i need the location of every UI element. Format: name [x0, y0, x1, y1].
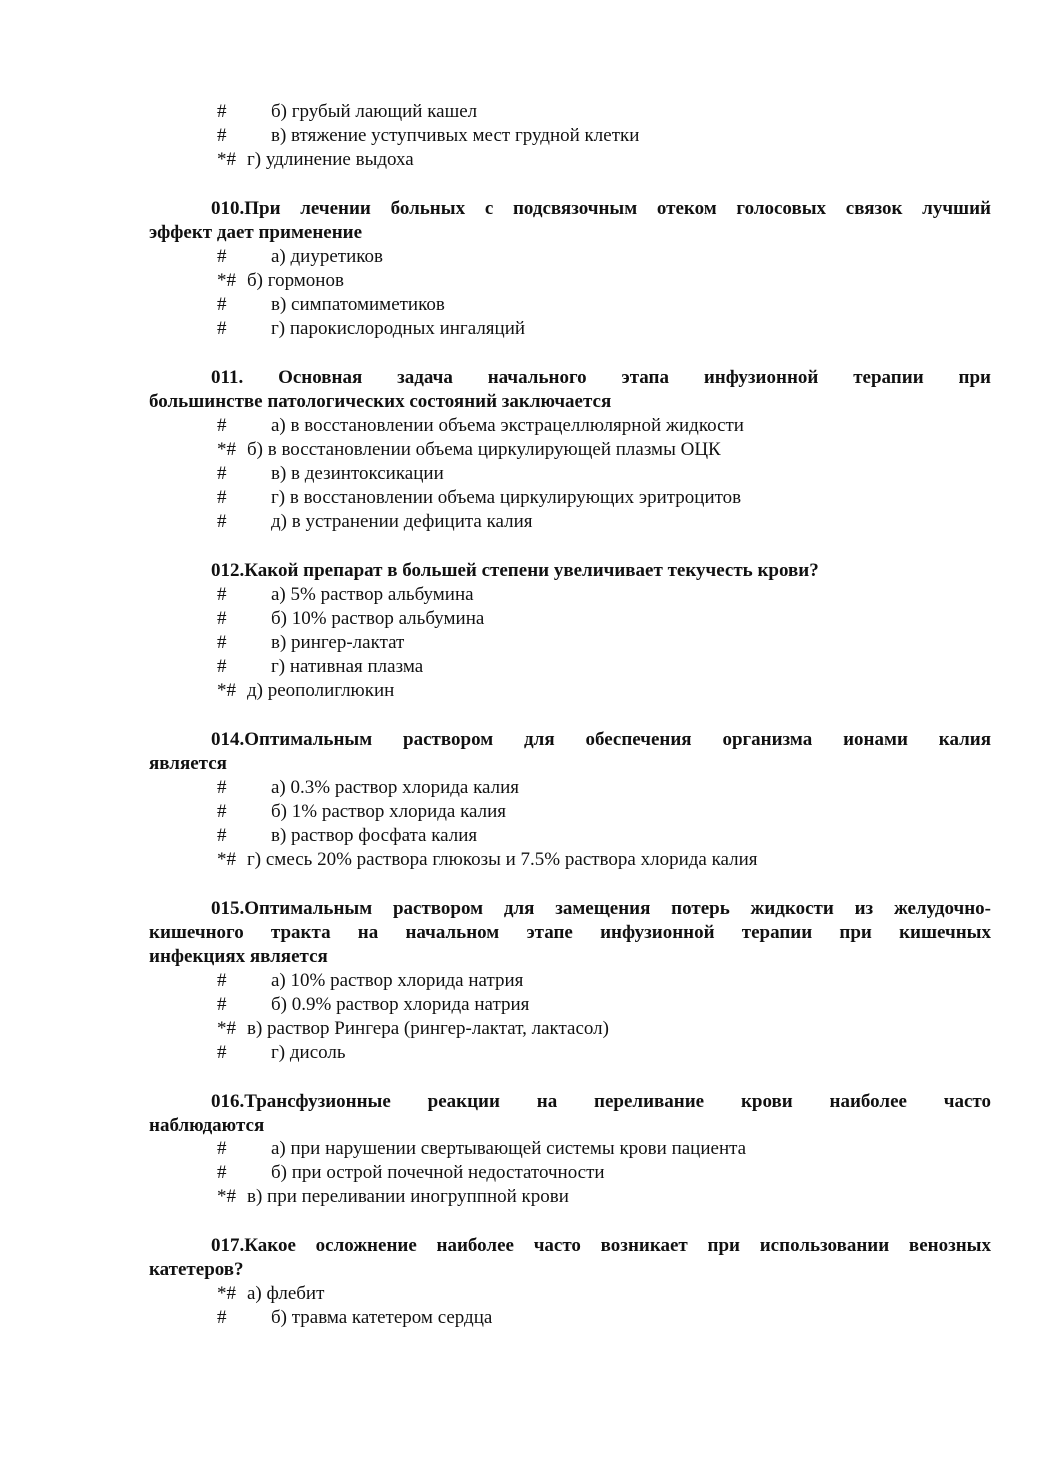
- question-line: 014.Оптимальным раствором для обеспечения организма ионами калия: [211, 729, 991, 750]
- question-line: наблюдаются: [149, 1115, 265, 1136]
- answer-text: а) диуретиков: [271, 246, 383, 267]
- answer-marker: *#: [217, 270, 236, 291]
- answer-text: б) гормонов: [247, 270, 344, 291]
- question-line: 011. Основная задача начального этапа инфузионной терапии при: [211, 367, 991, 388]
- answer-marker: #: [217, 825, 227, 846]
- answer-text: б) грубый лающий кашел: [271, 101, 478, 122]
- answer-text: б) в восстановлении объема циркулирующей плазмы ОЦК: [247, 439, 721, 460]
- answer-text: а) в восстановлении объема экстрацеллюлярной жидкости: [271, 415, 744, 436]
- answer-text: г) смесь 20% раствора глюкозы и 7.5% раствора хлорида калия: [247, 849, 758, 870]
- question-heading: [149, 366, 991, 414]
- answer-text: а) 0.3% раствор хлорида калия: [271, 777, 520, 798]
- question-line: большинстве патологических состояний заключается: [149, 391, 612, 412]
- answer-marker: #: [217, 246, 227, 267]
- answer-marker: #: [217, 777, 227, 798]
- answer-marker: *#: [217, 1018, 236, 1039]
- answer-marker: #: [217, 511, 227, 532]
- answer-marker: #: [217, 318, 227, 339]
- answer-marker: *#: [217, 149, 236, 170]
- question-line: является: [149, 753, 227, 774]
- answer-marker: #: [217, 656, 227, 677]
- answer-text: в) рингер-лактат: [271, 632, 405, 653]
- answer-marker: *#: [217, 439, 236, 460]
- answer-text: д) в устранении дефицита калия: [271, 511, 533, 532]
- answer-text: б) травма катетером сердца: [271, 1307, 493, 1328]
- answer-marker: #: [217, 415, 227, 436]
- answer-text: г) нативная плазма: [271, 656, 424, 677]
- answer-marker: #: [217, 608, 227, 629]
- question-line: 017.Какое осложнение наиболее часто возникает при использовании венозных: [211, 1235, 991, 1256]
- answer-marker: #: [217, 487, 227, 508]
- answer-marker: *#: [217, 1186, 236, 1207]
- answer-marker: #: [217, 463, 227, 484]
- question-line: эффект дает применение: [149, 222, 363, 243]
- answer-text: б) 0.9% раствор хлорида натрия: [271, 994, 530, 1015]
- answer-text: в) раствор фосфата калия: [271, 825, 478, 846]
- answer-marker: *#: [217, 849, 236, 870]
- answer-text: г) в восстановлении объема циркулирующих эритроцитов: [271, 487, 742, 508]
- answer-text: б) 10% раствор альбумина: [271, 608, 485, 629]
- question-line: катетеров?: [149, 1259, 244, 1280]
- answer-text: в) в дезинтоксикации: [271, 463, 444, 484]
- answer-text: г) парокислородных ингаляций: [271, 318, 526, 339]
- question-line: инфекциях является: [149, 946, 328, 967]
- question-heading: [149, 197, 991, 245]
- answer-marker: #: [217, 632, 227, 653]
- answer-marker: #: [217, 994, 227, 1015]
- answer-text: а) при нарушении свертывающей системы крови пациента: [271, 1138, 747, 1159]
- answer-marker: #: [217, 294, 227, 315]
- answer-marker: #: [217, 1138, 227, 1159]
- answer-marker: *#: [217, 1283, 236, 1304]
- answer-text: в) раствор Рингера (рингер-лактат, лактасол): [247, 1018, 609, 1039]
- answer-text: д) реополиглюкин: [247, 680, 395, 701]
- answer-text: а) флебит: [247, 1283, 325, 1304]
- answer-marker: #: [217, 125, 227, 146]
- answer-text: а) 10% раствор хлорида натрия: [271, 970, 524, 991]
- answer-text: г) дисоль: [271, 1042, 346, 1063]
- answer-marker: #: [217, 101, 227, 122]
- answer-text: в) симпатомиметиков: [271, 294, 445, 315]
- question-line: 012.Какой препарат в большей степени увеличивает текучесть крови?: [211, 560, 819, 581]
- question-heading: [149, 1090, 991, 1138]
- question-heading: [149, 897, 991, 969]
- answer-marker: #: [217, 970, 227, 991]
- answer-marker: #: [217, 584, 227, 605]
- question-heading: [149, 728, 991, 776]
- answer-text: б) 1% раствор хлорида калия: [271, 801, 507, 822]
- answer-marker: #: [217, 1042, 227, 1063]
- answer-text: в) втяжение уступчивых мест грудной клетки: [271, 125, 640, 146]
- question-line: 010.При лечении больных с подсвязочным отеком голосовых связок лучший: [211, 198, 991, 219]
- question-line: 016.Трансфузионные реакции на переливание крови наиболее часто: [211, 1091, 991, 1112]
- answer-text: г) удлинение выдоха: [247, 149, 414, 170]
- question-heading: [149, 559, 991, 583]
- answer-text: а) 5% раствор альбумина: [271, 584, 474, 605]
- answer-marker: #: [217, 801, 227, 822]
- answer-marker: *#: [217, 680, 236, 701]
- answer-text: б) при острой почечной недостаточности: [271, 1162, 605, 1183]
- answer-text: в) при переливании иногруппной крови: [247, 1186, 569, 1207]
- question-line: кишечного тракта на начальном этапе инфузионной терапии при кишечных: [149, 922, 991, 943]
- answer-marker: #: [217, 1162, 227, 1183]
- question-heading: [149, 1234, 991, 1282]
- question-line: 015.Оптимальным раствором для замещения потерь жидкости из желудочно-: [211, 898, 991, 919]
- answer-marker: #: [217, 1307, 227, 1328]
